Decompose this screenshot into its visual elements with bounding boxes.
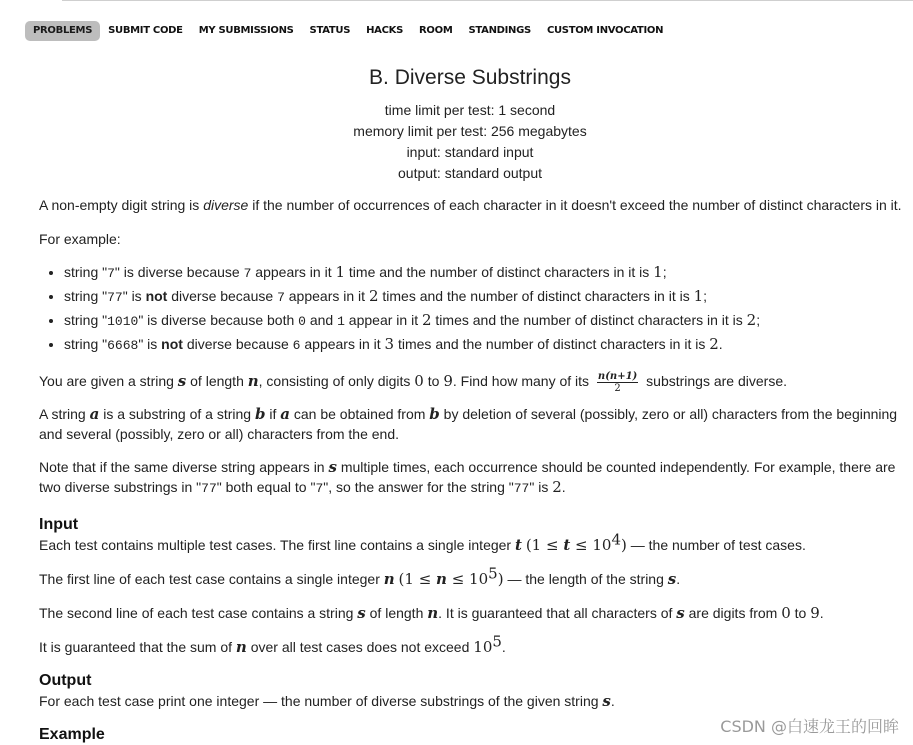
statement-paragraph: You are given a string s of length n, consisting of only digits 0 to 9. Find how many of its $\frac{n(n+1)}{2}$ substrings are diverse. [39, 371, 787, 394]
statement-paragraph: Note that if the same diverse string appears in s multiple times, each occurrence should be counted independently. For example, there are two diverse substrings in "77" both equal to "7", so the answer for the string "77" is 2. [39, 458, 896, 496]
output-line: For each test case print one integer — the number of diverse substrings of the given string s. [39, 692, 615, 710]
watermark: CSDN @白速龙王的回眸 [720, 717, 899, 736]
output-spec: output: standard output [398, 165, 542, 181]
nav-status[interactable]: STATUS [309, 24, 351, 36]
input-line: It is guaranteed that the sum of n over all test cases does not exceed $10^5$. [39, 632, 506, 656]
problem-limits [0, 100, 913, 184]
memory-limit: memory limit per test: 256 megabytes [353, 123, 587, 139]
input-heading: Input [39, 516, 79, 533]
for-example-text: For example: [39, 231, 121, 247]
input-line: The first line of each test case contains a single integer n $(1 \le n \le 10^5)$ — the length of the string s. [39, 564, 681, 588]
example-heading: Example [39, 726, 105, 743]
nav-my-submissions[interactable]: MY SUBMISSIONS [198, 24, 294, 36]
input-line: Each test contains multiple test cases. The first line contains a single integer t $(1 \le t \le 10^4)$ — the number of test cases. [39, 530, 806, 554]
nav-submit-code[interactable]: SUBMIT CODE [108, 24, 183, 36]
nav-problems[interactable]: PROBLEMS [25, 21, 100, 41]
time-limit: time limit per test: 1 second [384, 102, 556, 118]
problem-nav [25, 20, 671, 41]
input-spec: input: standard input [406, 144, 534, 160]
statement-paragraph: A non-empty digit string is diverse if the number of occurrences of each character in it doesn't exceed the number of distinct characters in it. [39, 197, 902, 213]
statement-paragraph: A string a is a substring of a string b if a can be obtained from b by deletion of several (possibly, zero or all) characters from the beginning and several (possibly, zero or all) characters from the end. [39, 405, 898, 442]
nav-hacks[interactable]: HACKS [366, 24, 404, 36]
nav-standings[interactable]: STANDINGS [468, 24, 531, 36]
list-item: • string "77" is not diverse because 7 appears in it 2 times and the number of distinct characters in it is 1; [64, 285, 911, 309]
nav-custom-invocation[interactable]: CUSTOM INVOCATION [546, 24, 664, 36]
problem-statement [39, 195, 911, 745]
list-item: • string "1010" is diverse because both 0 and 1 appear in it 2 times and the number of distinct characters in it is 2; [64, 309, 911, 333]
problem-title: B. Diverse Substrings [369, 66, 571, 89]
example-list [39, 261, 911, 357]
list-item: • string "6668" is not diverse because 6 appears in it 3 times and the number of distinct characters in it is 2. [64, 333, 911, 357]
fraction: $\frac{n(n+1)}{2}$ [597, 371, 638, 394]
list-item: • string "7" is diverse because 7 appears in it 1 time and the number of distinct characters in it is 1; [64, 261, 911, 285]
input-line: The second line of each test case contains a string s of length n. It is guaranteed that all characters of s are digits from 0 to 9. [39, 604, 824, 622]
output-heading: Output [39, 672, 92, 689]
nav-room[interactable]: ROOM [419, 24, 453, 36]
top-divider [62, 0, 913, 1]
